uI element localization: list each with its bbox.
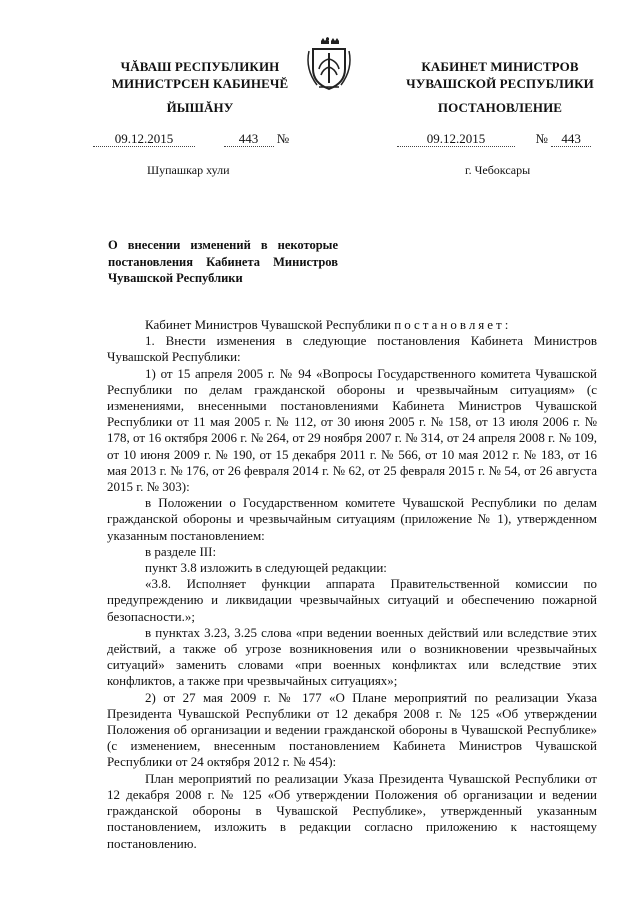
coat-of-arms-icon xyxy=(301,37,357,97)
body-paragraph: пункт 3.8 изложить в следующей редакции: xyxy=(145,560,387,576)
intro-verb: постановляет: xyxy=(394,317,512,332)
body-paragraph: в разделе III: xyxy=(145,543,217,559)
right-org-line1: КАБИНЕТ МИНИСТРОВ xyxy=(421,59,579,74)
body-paragraph: План мероприятий по реализации Указа Президента Чувашской Республики от 12 декабря 2008 г. № 125 «Об утверждении Положения об организации и ведении гражданской обороны в Чувашской Республике», утвержденный указанным постановлением, изложить в редакции согласно приложению к настоящему постановлению. xyxy=(107,770,597,851)
left-date-number-row xyxy=(93,131,333,147)
body-paragraph: 1) от 15 апреля 2005 г. № 94 «Вопросы Государственного комитета Чувашской Республики по делам гражданской обороны и чрезвычайным ситуациям» (с изменениями, внесенными постановлениями Кабинета Министров Чувашской Республики от 11 мая 2005 г. № 112, от 30 июня 2005 г. № 158, от 13 июля 2006 г. № 178, от 16 октября 2006 г. № 264, от 29 ноября 2007 г. № 314, от 24 апреля 2008 г. № 109, от 10 июня 2009 г. № 190, от 15 декабря 2011 г. № 566, от 10 мая 2012 г. № 183, от 16 мая 2013 г. № 176, от 26 февраля 2014 г. № 62, от 25 февраля 2015 г. № 54, от 26 августа 2015 г. № 303): xyxy=(107,365,597,495)
left-date: 09.12.2015 xyxy=(93,131,195,147)
left-number-sign: № xyxy=(276,131,290,146)
left-org-line1: ЧĂВАШ РЕСПУБЛИКИН xyxy=(120,59,280,74)
intro-paragraph xyxy=(107,317,597,333)
left-place: Шупашкар хули xyxy=(147,163,230,177)
right-number-sign: № xyxy=(535,131,548,146)
left-number: 443 xyxy=(224,131,274,147)
body-paragraph: «3.8. Исполняет функции аппарата Правительственной комиссии по предупреждению и ликвидации чрезвычайных ситуаций и обеспечению пожарной безопасности.»; xyxy=(107,576,597,624)
body-paragraph: в пунктах 3.23, 3.25 слова «при ведении военных действий или вследствие этих действий, а также об угрозе возникновения или о возникновении чрезвычайных ситуаций» заменить словами «при военных конфликтах или вследствие этих конфликтов, а также при чрезвычайных ситуациях»; xyxy=(107,624,597,689)
right-doc-type: ПОСТАНОВЛЕНИЕ xyxy=(437,100,563,115)
body-paragraph: 1. Внести изменения в следующие постановления Кабинета Министров Чувашской Республики: xyxy=(107,333,597,365)
right-date: 09.12.2015 xyxy=(397,131,515,147)
intro-lead: Кабинет Министров Чувашской Республики xyxy=(145,317,395,332)
document-body xyxy=(107,317,597,852)
left-org-line2: МИНИСТРСЕН КАБИНЕЧĔ xyxy=(111,76,289,91)
body-paragraph: 2) от 27 мая 2009 г. № 177 «О Плане мероприятий по реализации Указа Президента Чувашской Республики от 12 декабря 2008 г. № 125 «Об утверждении Положения об организации и ведении гражданской обороны в Чувашской Республике» (с изменением, внесенным постановлением Кабинета Министров Чувашской Республики от 24 октября 2012 г. № 454): xyxy=(107,689,597,770)
right-org-line2: ЧУВАШСКОЙ РЕСПУБЛИКИ xyxy=(406,76,594,91)
right-date-number-row xyxy=(397,131,607,147)
document-subject: О внесении изменений в некоторые постановления Кабинета Министров Чувашской Республики xyxy=(108,238,338,285)
right-number: 443 xyxy=(551,131,591,147)
body-paragraph: в Положении о Государственном комитете Чувашской Республики по делам гражданской обороны и чрезвычайным ситуациям (приложение № 1), утвержденном указанным постановлением: xyxy=(107,495,597,543)
right-place: г. Чебоксары xyxy=(465,163,531,177)
left-doc-type: ЙЫШĂНУ xyxy=(166,100,234,115)
